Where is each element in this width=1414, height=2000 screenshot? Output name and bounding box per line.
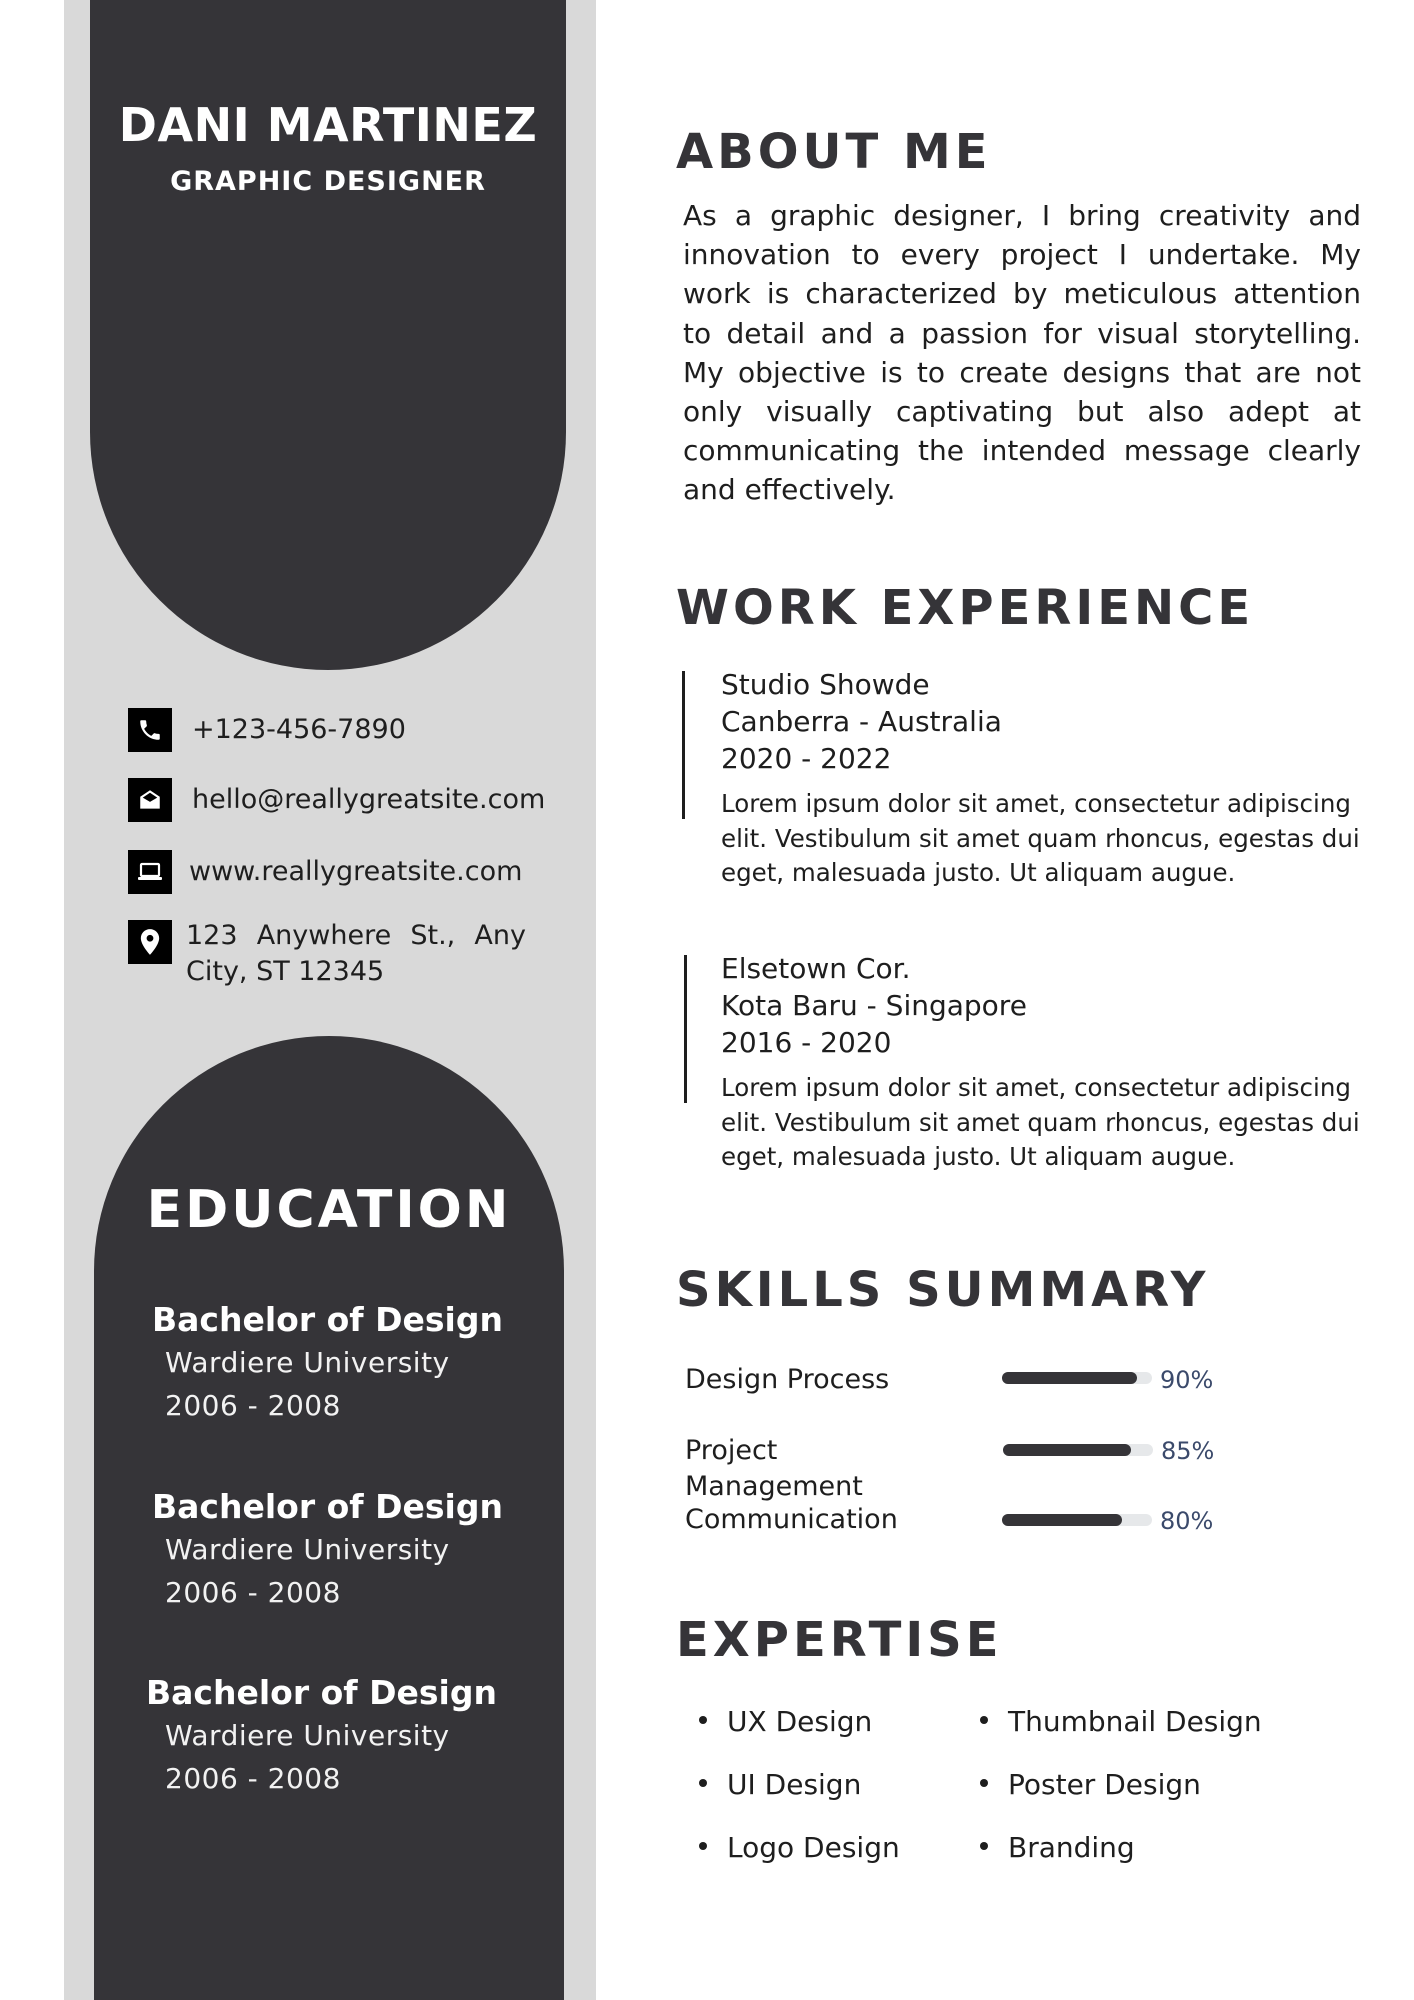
work-item-bar xyxy=(682,671,685,819)
expertise-item: Thumbnail Design xyxy=(980,1705,1262,1738)
skill-label: Communication xyxy=(685,1504,898,1535)
contact-address-line1: 123 Anywhere St., Any xyxy=(186,920,526,951)
work-description: Lorem ipsum dolor sit amet, consectetur adipiscing elit. Vestibulum sit amet quam rhoncus, egestas dui eget, malesuada justo. Ut aliquam augue. xyxy=(721,789,1360,887)
skill-bar-fill xyxy=(1002,1514,1122,1526)
bullet-icon xyxy=(980,1716,988,1724)
expertise-item: UI Design xyxy=(699,1768,861,1801)
bullet-icon xyxy=(699,1716,707,1724)
work-location: Kota Baru - Singapore xyxy=(721,989,1027,1022)
education-school: Wardiere University xyxy=(165,1533,450,1566)
education-degree: Bachelor of Design xyxy=(152,1487,503,1526)
expertise-item: Poster Design xyxy=(980,1768,1201,1801)
expertise-heading: EXPERTISE xyxy=(676,1612,1003,1668)
bullet-icon xyxy=(980,1779,988,1787)
work-company: Elsetown Cor. xyxy=(721,952,911,985)
education-degree: Bachelor of Design xyxy=(152,1300,503,1339)
about-heading: ABOUT ME xyxy=(676,124,992,180)
work-description: Lorem ipsum dolor sit amet, consectetur adipiscing elit. Vestibulum sit amet quam rhoncus, egestas dui eget, malesuada justo. Ut aliquam augue. xyxy=(721,1073,1360,1171)
laptop-icon xyxy=(128,850,172,894)
work-item-bar xyxy=(684,955,687,1103)
contact-email[interactable]: hello@reallygreatsite.com xyxy=(192,784,546,815)
skill-label: Design Process xyxy=(685,1364,890,1395)
profile-name: DANI MARTINEZ xyxy=(118,98,538,152)
expertise-item: UX Design xyxy=(699,1705,872,1738)
skill-percent: 85% xyxy=(1161,1437,1215,1465)
envelope-icon xyxy=(128,778,172,822)
skill-bar xyxy=(1003,1444,1153,1456)
skill-bar-fill xyxy=(1002,1372,1137,1384)
education-school: Wardiere University xyxy=(165,1346,450,1379)
work-years: 2016 - 2020 xyxy=(721,1026,892,1059)
skill-percent: 80% xyxy=(1160,1507,1214,1535)
bullet-icon xyxy=(980,1842,988,1850)
skill-label: Project xyxy=(685,1435,778,1466)
education-heading: EDUCATION xyxy=(146,1180,512,1240)
work-heading: WORK EXPERIENCE xyxy=(676,580,1255,636)
education-school: Wardiere University xyxy=(165,1719,450,1752)
expertise-item: Branding xyxy=(980,1831,1135,1864)
work-location: Canberra - Australia xyxy=(721,705,1002,738)
skill-bar-fill xyxy=(1003,1444,1131,1456)
bullet-icon xyxy=(699,1842,707,1850)
work-years: 2020 - 2022 xyxy=(721,742,892,775)
skills-heading: SKILLS SUMMARY xyxy=(676,1262,1210,1318)
expertise-item: Logo Design xyxy=(699,1831,900,1864)
contact-website[interactable]: www.reallygreatsite.com xyxy=(189,856,523,887)
skill-label: Management xyxy=(685,1471,863,1502)
location-pin-icon xyxy=(128,920,172,964)
education-years: 2006 - 2008 xyxy=(165,1576,341,1609)
skill-percent: 90% xyxy=(1160,1366,1214,1394)
about-text: As a graphic designer, I bring creativity and innovation to every project I undertake. My work is characterized by meticulous attention to detail and a passion for visual storytelling. My objective is to create designs that are not only visually captivating but also adept at communicating the intended message clearly and effectively. xyxy=(683,199,1361,507)
phone-icon xyxy=(128,708,172,752)
bullet-icon xyxy=(699,1779,707,1787)
education-years: 2006 - 2008 xyxy=(165,1762,341,1795)
skill-bar xyxy=(1002,1514,1152,1526)
skill-bar xyxy=(1002,1372,1152,1384)
education-degree: Bachelor of Design xyxy=(146,1673,497,1712)
work-company: Studio Showde xyxy=(721,668,930,701)
profile-title: GRAPHIC DESIGNER xyxy=(170,166,486,197)
education-years: 2006 - 2008 xyxy=(165,1389,341,1422)
contact-phone: +123-456-7890 xyxy=(192,714,406,745)
contact-address-line2: City, ST 12345 xyxy=(186,956,385,987)
